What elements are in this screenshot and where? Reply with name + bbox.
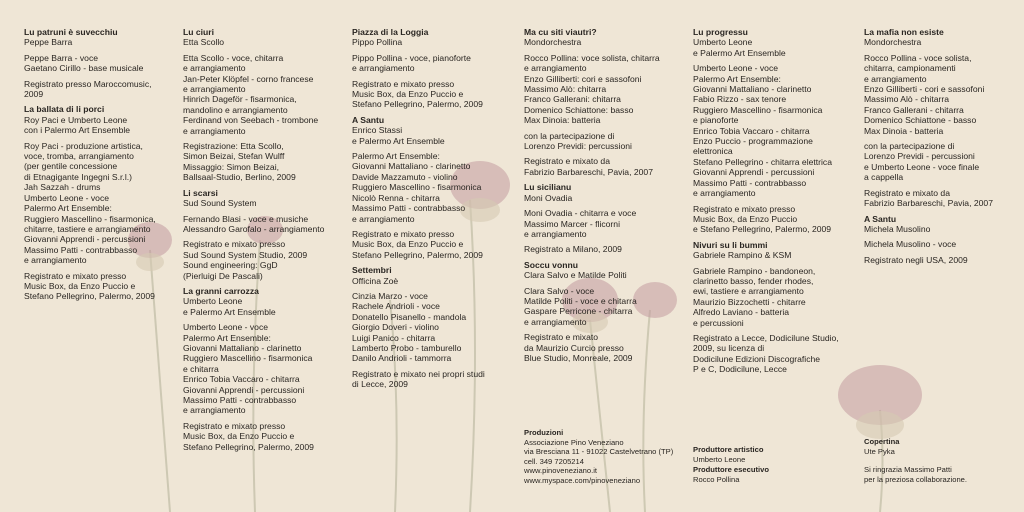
track-block [183, 188, 341, 281]
produttore-esecutivo-label: Produttore esecutivo [693, 465, 769, 474]
track-recording: Registrato e mixato presso Music Box, da Enzo Puccio e Stefano Pellegrino, Palermo, 2009 [24, 270, 155, 302]
track-title: A Santu [864, 213, 897, 224]
track-recording: Registrato e mixato nei propri studi di Lecce, 2009 [352, 368, 485, 390]
track-credits: Cinzia Marzo - voce Rachele Andrioli - voce Donatello Pisanello - mandola Giorgio Doveri - violino Luigi Panico - chitarra Lamberto Probo - tamburello Danilo Andrioli - tammorra [352, 290, 467, 364]
produzioni-website: www.pinoveneziano.it [524, 466, 598, 476]
track-artist: Sud Sound System [183, 198, 257, 209]
track-recording: Registrato e mixato presso Music Box, da Enzo Puccio e Stefano Pellegrino, Palermo, 2009 [352, 78, 483, 110]
copertina-label: Copertina [864, 437, 900, 446]
track-credits: Rocco Pollina - voce solista, chitarra, campionamenti e arrangiamento Enzo Gilliberti - cori e sassofoni Massimo Alò - chitarra Franco Gallerani - chitarra Domenico Schiattone - basso Max Dinoia - batteria [864, 52, 985, 136]
track-recording: Registrato negli USA, 2009 [864, 254, 968, 265]
track-block [24, 104, 182, 301]
track-recording: Registrato e mixato presso Music Box, da Enzo Puccio e Stefano Pellegrino, Palermo, 2009 [183, 420, 314, 452]
track-recording: Registrato e mixato presso Sud Sound System Studio, 2009 Sound engineering: GgD (Pierluigi De Pascali) [183, 239, 308, 281]
track-credits: Umberto Leone - voce Palermo Art Ensemble: Giovanni Mattaliano - clarinetto Fabio Rizzo - sax tenore Ruggiero Mascellino - fisarmonica e pianoforte Enrico Tobia Vaccaro - chitarra Enzo Puccio - programmazione elettronica Stefano Pellegrino - chitarra elettrica Giovanni Apprendi - percussioni Massimo Patti - contrabbasso e arrangiamento [693, 63, 833, 199]
track-artist: Umberto Leone e Palermo Art Ensemble [183, 296, 276, 317]
track-credits: Umberto Leone - voce Palermo Art Ensemble: Giovanni Mattaliano - clarinetto Ruggiero Mascellino - fisarmonica e chitarra Enrico Tobia Vaccaro - chitarra Giovanni Apprendi - percussioni Massimo Patti - contrabbasso e arrangiamento [183, 322, 313, 416]
column-4 [524, 27, 682, 368]
track-artist: Roy Paci e Umberto Leone con i Palermo Art Ensemble [24, 114, 131, 136]
track-artist: Mondorchestra [524, 37, 582, 48]
ringraziamenti-line: per la preziosa collaborazione. [864, 474, 967, 484]
produttore-esecutivo-name: Rocco Pollina [693, 474, 740, 484]
track-block [693, 27, 855, 235]
track-block [864, 214, 1019, 266]
produttore-esecutivo-block [693, 465, 769, 484]
track-credits: Roy Paci - produzione artistica, voce, tromba, arrangiamento (per gentile concessione di Etnagigante Ingegni S.r.l.) Jah Sazzah - drums Umberto Leone - voce Palermo Art Ensemble: Ruggiero Mascellino - fisarmonica, chitarre, tastiere e arrangiamento Giovanni Apprendi - percussioni Massimo Patti - contrabbasso e arrangiamento [24, 140, 156, 266]
produzioni-myspace: www.myspace.com/pinoveneziano [524, 475, 641, 485]
track-block [524, 27, 682, 177]
track-guests: con la partecipazione di Lorenzo Previdi: percussioni [524, 130, 632, 152]
track-artist: Gabriele Rampino & KSM [693, 250, 792, 261]
produzioni-block [524, 428, 673, 486]
track-artist: Mondorchestra [864, 37, 922, 48]
track-block [183, 286, 341, 452]
track-credits: Michela Musolino - voce [864, 239, 957, 250]
track-title: La ballata di li porci [24, 104, 105, 115]
track-credits: Moni Ovadia - chitarra e voce Massimo Marcer - flicorni e arrangiamento [524, 208, 637, 239]
track-credits: Gabriele Rampino - bandoneon, clarinetto basso, fender rhodes, ewi, tastiere e arrangiamento Maurizio Bizzochetti - chitarre Alfredo Laviano - batteria e percussioni [693, 265, 816, 328]
track-artist: Umberto Leone e Palermo Art Ensemble [693, 37, 786, 58]
column-3 [352, 27, 510, 395]
produzioni-phone: cell. 349 7205214 [524, 456, 584, 466]
track-recording: Registrato e mixato da Fabrizio Barbareschi, Pavia, 2007 [524, 156, 653, 177]
track-block [524, 260, 682, 364]
track-artist: Officina Zoè [352, 275, 399, 286]
track-credits: Pippo Pollina - voce, pianoforte e arrangiamento [352, 52, 471, 74]
track-recording: Registrato a Lecce, Dodicilune Studio, 2009, su licenza di Dodicilune Edizioni Discografiche P e C, Dodicilune, Lecce [693, 332, 839, 375]
track-credits: Fernando Blasi - voce e musiche Alessandro Garofalo - arrangiamento [183, 213, 325, 234]
track-block [183, 27, 341, 183]
track-title: Settembri [352, 265, 392, 276]
produzioni-address: via Bresciana 11 - 91022 Castelvetrano (TP) [524, 447, 674, 457]
track-credits: Etta Scollo - voce, chitarra e arrangiamento Jan-Peter Klöpfel - corno francese e arrangiamento Hinrich Dageför - fisarmonica, mandolino e arrangiamento Ferdinand von Seebach - trombone e arrangiamento [183, 52, 319, 136]
track-title: La mafia non esiste [864, 27, 944, 37]
produttore-artistico-label: Produttore artistico [693, 445, 764, 454]
track-block [352, 115, 510, 260]
track-artist: Michela Musolino [864, 223, 931, 234]
produttore-artistico-block [693, 445, 763, 464]
track-artist: Peppe Barra [24, 37, 73, 48]
copertina-block [864, 437, 899, 456]
track-title: Piazza di la Loggia [352, 27, 429, 37]
track-block [24, 27, 182, 99]
produzioni-label: Produzioni [524, 428, 564, 437]
track-title: Lu patruni è suvecchiu [24, 27, 118, 37]
column-1 [24, 27, 182, 307]
track-title: Ma cu siti viautri? [524, 27, 597, 37]
track-credits: Rocco Pollina: voce solista, chitarra e arrangiamento Enzo Gilliberti: cori e sassofoni Massimo Alò: chitarra Franco Gallerani: chitarra Domenico Schiattone: basso Max Dinoia: batteria [524, 52, 660, 126]
copertina-name: Ute Pyka [864, 446, 895, 456]
track-title: A Santu [352, 114, 385, 125]
track-title: Lu ciuri [183, 27, 215, 37]
track-recording: Registrato presso Maroccomusic, 2009 [24, 78, 152, 100]
track-artist: Clara Salvo e Matilde Politi [524, 270, 627, 281]
track-recording: Registrazione: Etta Scollo, Simon Beizai, Stefan Wulff Missaggio: Simon Beizai, Ballsaal-Studio, Berlino, 2009 [183, 141, 296, 183]
track-title: Lu progressu [693, 27, 748, 37]
column-6 [864, 27, 1019, 270]
track-title: Li scarsi [183, 187, 218, 198]
track-artist: Moni Ovadia [524, 192, 573, 203]
track-artist: Etta Scollo [183, 37, 225, 48]
track-recording: Registrato e mixato da Maurizio Curcio presso Blue Studio, Monreale, 2009 [524, 332, 633, 363]
track-credits: Clara Salvo - voce Matilde Politi - voce e chitarra Gaspare Perricone - chitarra e arrangiamento [524, 285, 637, 327]
track-block [352, 265, 510, 389]
track-block [864, 27, 1019, 209]
track-block [352, 27, 510, 110]
track-guests: con la partecipazione di Lorenzo Previdi - percussioni e Umberto Leone - voce finale a cappella [864, 141, 980, 183]
produttore-artistico-name: Umberto Leone [693, 454, 746, 464]
track-block [693, 240, 855, 375]
track-recording: Registrato e mixato da Fabrizio Barbareschi, Pavia, 2007 [864, 187, 993, 209]
track-recording: Registrato a Milano, 2009 [524, 244, 622, 255]
ringraziamenti-line: Si ringrazia Massimo Patti [864, 465, 952, 474]
track-block [524, 182, 682, 254]
track-title: Lu sicilianu [524, 182, 572, 193]
track-artist: Enrico Stassi e Palermo Art Ensemble [352, 125, 445, 146]
track-recording: Registrato e mixato presso Music Box, da Enzo Puccio e Stefano Pellegrino, Palermo, 2009 [693, 203, 832, 235]
track-recording: Registrato e mixato presso Music Box, da Enzo Puccio e Stefano Pellegrino, Palermo, 2009 [352, 228, 483, 260]
column-2 [183, 27, 341, 457]
column-5 [693, 27, 855, 380]
track-credits: Peppe Barra - voce Gaetano Cirillo - base musicale [24, 52, 144, 74]
track-artist: Pippo Pollina [352, 37, 403, 48]
track-credits: Palermo Art Ensemble: Giovanni Mattaliano - clarinetto Davide Mazzamuto - violino Ruggiero Mascellino - fisarmonica Nicolò Renna - chitarra Massimo Patti - contrabbasso e arrangiamento [352, 151, 482, 224]
track-title: Nivuri su li bummi [693, 239, 768, 250]
track-title: Soccu vonnu [524, 259, 578, 270]
track-title: La granni carrozza [183, 285, 259, 296]
produzioni-name: Associazione Pino Veneziano [524, 437, 624, 447]
ringraziamenti-block [864, 465, 967, 484]
